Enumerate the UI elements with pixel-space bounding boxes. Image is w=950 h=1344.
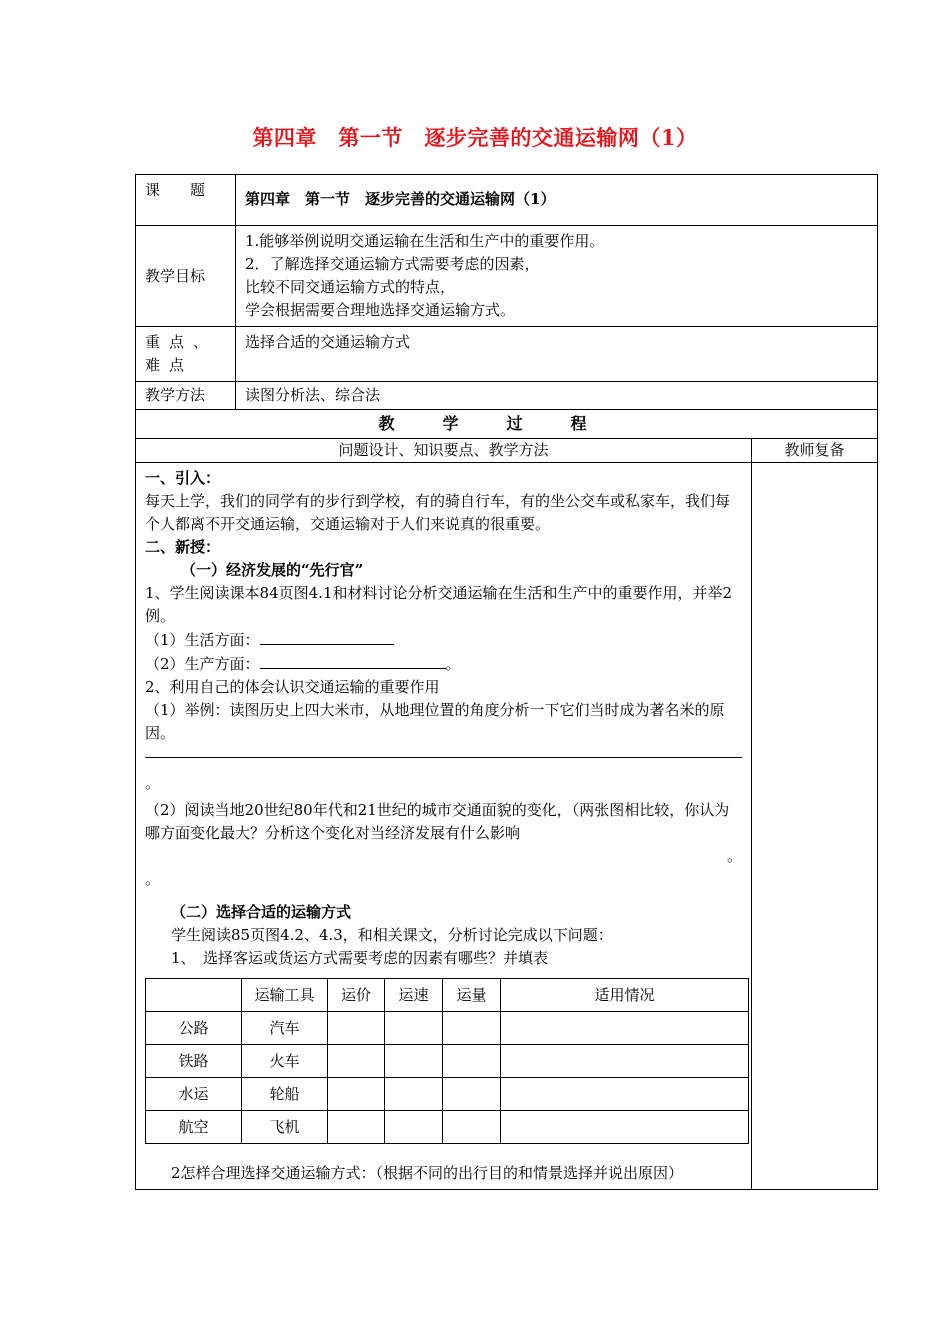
blank-cell[interactable]	[501, 1078, 749, 1111]
question-one: 1、 选择客运或货运方式需要考虑的因素有哪些？并填表	[171, 949, 549, 967]
method-label: 教学方法	[136, 382, 236, 410]
keypoints-label: 重点、难点	[136, 327, 236, 382]
blank-cell[interactable]	[328, 1045, 385, 1078]
blank-cell[interactable]	[443, 1012, 501, 1045]
keypoints-value: 选择合适的交通运输方式	[236, 327, 878, 382]
mode-cell: 水运	[146, 1078, 242, 1111]
section-one-heading: （一）经济发展的“先行官”	[181, 561, 364, 579]
table-header-row	[146, 979, 749, 1012]
table-row	[146, 1045, 749, 1078]
table-header-cell: 适用情况	[501, 979, 749, 1012]
topic-value: 第四章 第一节 逐步完善的交通运输网（1）	[236, 175, 878, 226]
goals-label: 教学目标	[136, 226, 236, 327]
table-row	[146, 1111, 749, 1144]
item-two-example-end: 。	[145, 774, 161, 792]
table-header-cell	[146, 979, 242, 1012]
table-header-cell: 运量	[443, 979, 501, 1012]
blank-cell[interactable]	[385, 1012, 443, 1045]
mode-cell: 铁路	[146, 1045, 242, 1078]
lesson-content	[136, 463, 752, 1190]
blank-cell[interactable]	[443, 1045, 501, 1078]
blank-cell[interactable]	[443, 1111, 501, 1144]
goal-item: 2．了解选择交通运输方式需要考虑的因素，	[245, 255, 540, 273]
section-two-intro: 学生阅读85页图4.2、4.3，和相关课文，分析讨论完成以下问题：	[171, 926, 613, 944]
mode-cell: 公路	[146, 1012, 242, 1045]
table-row	[146, 1012, 749, 1045]
item-two-reading: （2）阅读当地20世纪80年代和21世纪的城市交通面貌的变化，（两张图相比较，你认为哪方面变化最大？分析这个变化对当经济发展有什么影响	[145, 801, 730, 842]
table-header-cell: 运速	[385, 979, 443, 1012]
intro-heading: 一、引入：	[145, 469, 221, 487]
blank-cell[interactable]	[385, 1078, 443, 1111]
item-one: 1、学生阅读课本84页图4.1和材料讨论分析交通运输在生活和生产中的重要作用，并举2例。	[145, 584, 733, 625]
process-heading	[136, 410, 878, 439]
intro-text: 每天上学，我们的同学有的步行到学校，有的骑自行车，有的坐公交车或私家车，我们每个人都离不开交通运输，交通运输对于人们来说真的很重要。	[145, 492, 731, 533]
page-title: 第四章 第一节 逐步完善的交通运输网（1）	[252, 125, 698, 150]
teacher-notes-cell[interactable]	[752, 463, 878, 1190]
vehicle-cell: 飞机	[242, 1111, 328, 1144]
blank-cell[interactable]	[385, 1045, 443, 1078]
table-header-cell: 运输工具	[242, 979, 328, 1012]
item-two-example: （1）举例：读图历史上四大米市，从地理位置的角度分析一下它们当时成为著名米的原因。	[145, 701, 725, 742]
vehicle-cell: 火车	[242, 1045, 328, 1078]
answer-blank[interactable]	[260, 628, 394, 645]
blank-cell[interactable]	[385, 1111, 443, 1144]
column-header-left: 问题设计、知识要点、教学方法	[136, 439, 752, 463]
process-title: 教学过程	[378, 414, 635, 433]
item-one-production: （2）生产方面： 。	[145, 652, 742, 676]
topic-label: 课 题	[136, 175, 236, 226]
goal-item: 1.能够举例说明交通运输在生活和生产中的重要作用。	[245, 232, 605, 250]
section-two-heading: （二）选择合适的运输方式	[171, 903, 352, 921]
transport-table	[145, 978, 749, 1144]
answer-blank[interactable]	[260, 652, 446, 669]
item-two: 2、利用自己的体会认识交通运输的重要作用	[145, 678, 440, 696]
vehicle-cell: 汽车	[242, 1012, 328, 1045]
new-heading: 二、新授：	[145, 538, 221, 556]
column-header-right: 教师复备	[752, 439, 878, 463]
lesson-plan-table	[135, 174, 878, 1190]
item-one-life: （1）生活方面：	[145, 628, 742, 652]
blank-cell[interactable]	[443, 1078, 501, 1111]
table-header-cell: 运价	[328, 979, 385, 1012]
blank-cell[interactable]	[328, 1012, 385, 1045]
blank-cell[interactable]	[501, 1111, 749, 1144]
vehicle-cell: 轮船	[242, 1078, 328, 1111]
table-row	[146, 1078, 749, 1111]
method-value: 读图分析法、综合法	[236, 382, 878, 410]
blank-cell[interactable]	[328, 1111, 385, 1144]
answer-line[interactable]	[145, 745, 742, 758]
goal-item: 比较不同交通运输方式的特点，	[245, 278, 456, 296]
question-two: 2怎样合理选择交通运输方式：（根据不同的出行目的和情景选择并说出原因）	[171, 1164, 684, 1182]
mode-cell: 航空	[146, 1111, 242, 1144]
blank-cell[interactable]	[501, 1012, 749, 1045]
goals-list	[236, 226, 878, 327]
goal-item: 学会根据需要合理地选择交通运输方式。	[245, 301, 516, 319]
item-two-reading-end2: 。	[145, 870, 161, 888]
blank-cell[interactable]	[501, 1045, 749, 1078]
blank-cell[interactable]	[328, 1078, 385, 1111]
item-two-reading-end: 。	[726, 847, 742, 865]
